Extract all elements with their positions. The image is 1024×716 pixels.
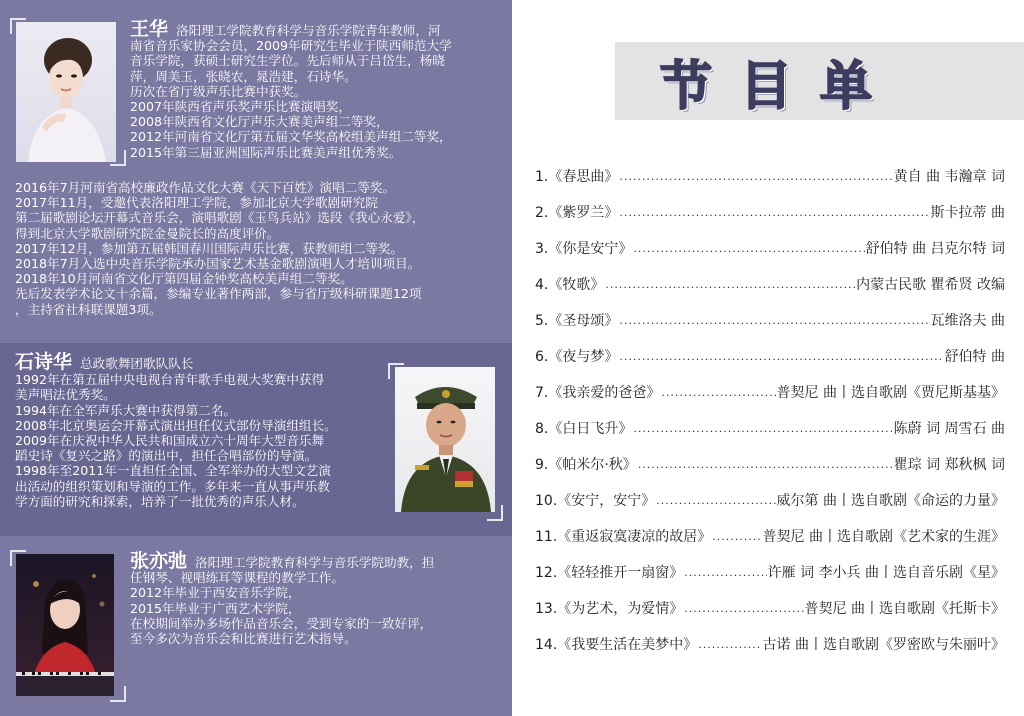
- program-item: [535, 631, 1005, 657]
- bio-line: 2018年10月河南省文化厅第四届金钟奖高校美声组二等奖。: [15, 271, 353, 287]
- program-item: [535, 307, 1005, 333]
- program-item: [535, 343, 1005, 369]
- program-item-title: 11.《重返寂寞凄凉的故居》: [535, 529, 712, 545]
- program-item: [535, 451, 1005, 477]
- program-item-title: 13.《为艺术，为爱情》: [535, 601, 684, 617]
- bio-line: 南省音乐家协会会员，2009年研究生毕业于陕西师范大学: [130, 38, 452, 54]
- bio-line: 1998年至2011年一直担任全国、全军举办的大型文艺演: [15, 463, 331, 479]
- program-item: [535, 235, 1005, 261]
- program-item: [535, 559, 1005, 585]
- program-item-title: 1.《春思曲》: [535, 169, 619, 185]
- bio-line: 得到北京大学歌剧研究院金曼院长的高度评价。: [15, 225, 280, 241]
- dot-leader: [661, 386, 775, 399]
- portrait-shi-shihua: [395, 367, 495, 512]
- program-item-credit: 许雁 词 李小兵 曲丨选自音乐剧《星》: [767, 565, 1005, 581]
- program-item: [535, 595, 1005, 621]
- bio-line: 2008年北京奥运会开幕式演出担任仪式部份导演组组长。: [15, 417, 337, 433]
- program-item: [535, 163, 1005, 189]
- bio-line: 1994年在全军声乐大赛中获得第二名。: [15, 402, 236, 418]
- program-item: [535, 271, 1005, 297]
- program-item-title: 6.《夜与梦》: [535, 349, 619, 365]
- bio-line: 2012年毕业于西安音乐学院，: [130, 585, 301, 601]
- dot-leader: [684, 602, 803, 615]
- program-item-credit: 瞿琮 词 郑秋枫 词: [893, 457, 1005, 473]
- dot-leader: [619, 206, 929, 219]
- performer-section-zhang-yichi: [0, 536, 512, 716]
- program-item-credit: 瓦维洛夫 曲: [930, 313, 1005, 329]
- bio-line: 2015年毕业于广西艺术学院，: [130, 600, 301, 616]
- program-item-title: 9.《帕米尔·秋》: [535, 457, 637, 473]
- bio-line: 第二届歌剧论坛开幕式音乐会，演唱歌剧《玉鸟兵站》选段《我心永爱》，: [15, 210, 425, 226]
- program-item-credit: 内蒙古民歌 瞿希贤 改编: [856, 277, 1005, 293]
- performer-role: 总政歌舞团歌队队长: [80, 356, 194, 371]
- dot-leader: [698, 638, 761, 651]
- bio-line: 美声唱法优秀奖。: [15, 387, 116, 403]
- performer-section-wang-hua: [0, 0, 512, 343]
- dot-leader: [656, 494, 775, 507]
- bio-line: 萍，周美玉，张晓农，晁浩建，石诗华。: [130, 68, 357, 84]
- program-item: [535, 379, 1005, 405]
- program-item-title: 4.《牧歌》: [535, 277, 605, 293]
- dot-leader: [619, 350, 943, 363]
- program-item: [535, 487, 1005, 513]
- bio-line: 至今多次为音乐会和比赛进行艺术指导。: [130, 631, 357, 647]
- bio-line: 2009年在庆祝中华人民共和国成立六十周年大型音乐舞: [15, 433, 325, 449]
- program-item-title: 14.《我要生活在美梦中》: [535, 637, 698, 653]
- bio-line: 音乐学院，获硕士研究生学位。先后师从于吕岱生，杨晓: [130, 53, 445, 69]
- bio-line: 在校期间举办多场作品音乐会，受到专家的一致好评，: [130, 615, 433, 631]
- dot-leader: [619, 314, 929, 327]
- program-item-title: 5.《圣母颂》: [535, 313, 619, 329]
- bio-line: 出活动的组织策划和导演的工作。多年来一直从事声乐教: [15, 478, 330, 494]
- dot-leader: [605, 278, 855, 291]
- program-item-title: 12.《轻轻推开一扇窗》: [535, 565, 684, 581]
- program-item-credit: 黄自 曲 韦瀚章 词: [893, 169, 1005, 185]
- bio-line: 1992年在第五届中央电视台青年歌手电视大奖赛中获得: [15, 372, 325, 388]
- program-item-credit: 普契尼 曲丨选自歌剧《贾尼斯基基》: [776, 385, 1005, 401]
- dot-leader: [633, 422, 892, 435]
- program-item-credit: 斯卡拉蒂 曲: [930, 205, 1005, 221]
- performer-role: 洛阳理工学院教育科学与音乐学院助教，担: [195, 555, 435, 570]
- bio-wang-hua-header: [130, 18, 452, 160]
- program-item-credit: 普契尼 曲丨选自歌剧《托斯卡》: [804, 601, 1005, 617]
- program-title: 节目单: [659, 56, 900, 117]
- bio-line: 历次在省厅级声乐比赛中获奖。: [130, 83, 307, 99]
- portrait-zhang-yichi: [16, 554, 114, 696]
- performer-name: 张亦弛: [130, 550, 188, 572]
- program-item-credit: 陈蔚 词 周雪石 曲: [893, 421, 1005, 437]
- bio-shi-shihua: [15, 351, 337, 509]
- bio-line: 学方面的研究和探索，培养了一批优秀的声乐人材。: [15, 493, 305, 509]
- dot-leader: [633, 242, 864, 255]
- bio-line: 2017年11月，受邀代表洛阳理工学院，参加北京大学歌剧研究院: [15, 195, 378, 211]
- program-item-title: 10.《安宁，安宁》: [535, 493, 656, 509]
- bio-line: 2018年7月入选中央音乐学院承办国家艺术基金歌剧演唱人才培训项目。: [15, 256, 421, 272]
- portrait-wang-hua: [16, 22, 116, 162]
- program-item-credit: 普契尼 曲丨选自歌剧《艺术家的生涯》: [762, 529, 1005, 545]
- bio-zhang-yichi: [130, 550, 435, 647]
- bio-wang-hua-body: [15, 180, 424, 317]
- bio-line: 2007年陕西省声乐奖声乐比赛演唱奖，: [130, 99, 351, 115]
- performer-section-shi-shihua: [0, 343, 512, 536]
- program-item-credit: 舒伯特 曲: [944, 349, 1005, 365]
- program-item-credit: 古诺 曲丨选自歌剧《罗密欧与朱丽叶》: [762, 637, 1005, 653]
- program-item: [535, 199, 1005, 225]
- program-item: [535, 523, 1005, 549]
- program-item: [535, 415, 1005, 441]
- bio-line: 2008年陕西省文化厅声乐大赛美声组二等奖，: [130, 114, 389, 130]
- dot-leader: [684, 566, 766, 579]
- program-item-title: 7.《我亲爱的爸爸》: [535, 385, 661, 401]
- program-item-title: 3.《你是安宁》: [535, 241, 633, 257]
- bio-line: 2012年河南省文化厅第五届文华奖高校组美声组二等奖，: [130, 129, 452, 145]
- dot-leader: [619, 170, 892, 183]
- bio-line: 蹈史诗《复兴之路》的演出中，担任合唱部份的导演。: [15, 448, 318, 464]
- dot-leader: [638, 458, 893, 471]
- program-item-title: 2.《紫罗兰》: [535, 205, 619, 221]
- program-item-credit: 舒伯特 曲 吕克尔特 词: [865, 241, 1005, 257]
- bio-line: 任钢琴、视唱练耳等课程的教学工作。: [130, 570, 345, 586]
- performer-name: 王华: [130, 18, 169, 40]
- bio-line: 先后发表学术论文十余篇，参编专业著作两部，参与省厅级科研课题12项: [15, 286, 422, 302]
- program-item-title: 8.《白日飞升》: [535, 421, 633, 437]
- performer-role: 洛阳理工学院教育科学与音乐学院青年教师，河: [176, 23, 441, 38]
- bio-line: ，主持省社科联课题3项。: [15, 301, 162, 317]
- dot-leader: [712, 530, 761, 543]
- performer-name: 石诗华: [15, 351, 73, 373]
- program-item-credit: 威尔第 曲丨选自歌剧《命运的力量》: [776, 493, 1005, 509]
- bio-line: 2017年12月，参加第五届韩国春川国际声乐比赛，获教师组二等奖。: [15, 240, 404, 256]
- bio-line: 2015年第三届亚洲国际声乐比赛美声组优秀奖。: [130, 144, 402, 160]
- bio-line: 2016年7月河南省高校廉政作品文化大赛《天下百姓》演唱二等奖。: [15, 180, 396, 195]
